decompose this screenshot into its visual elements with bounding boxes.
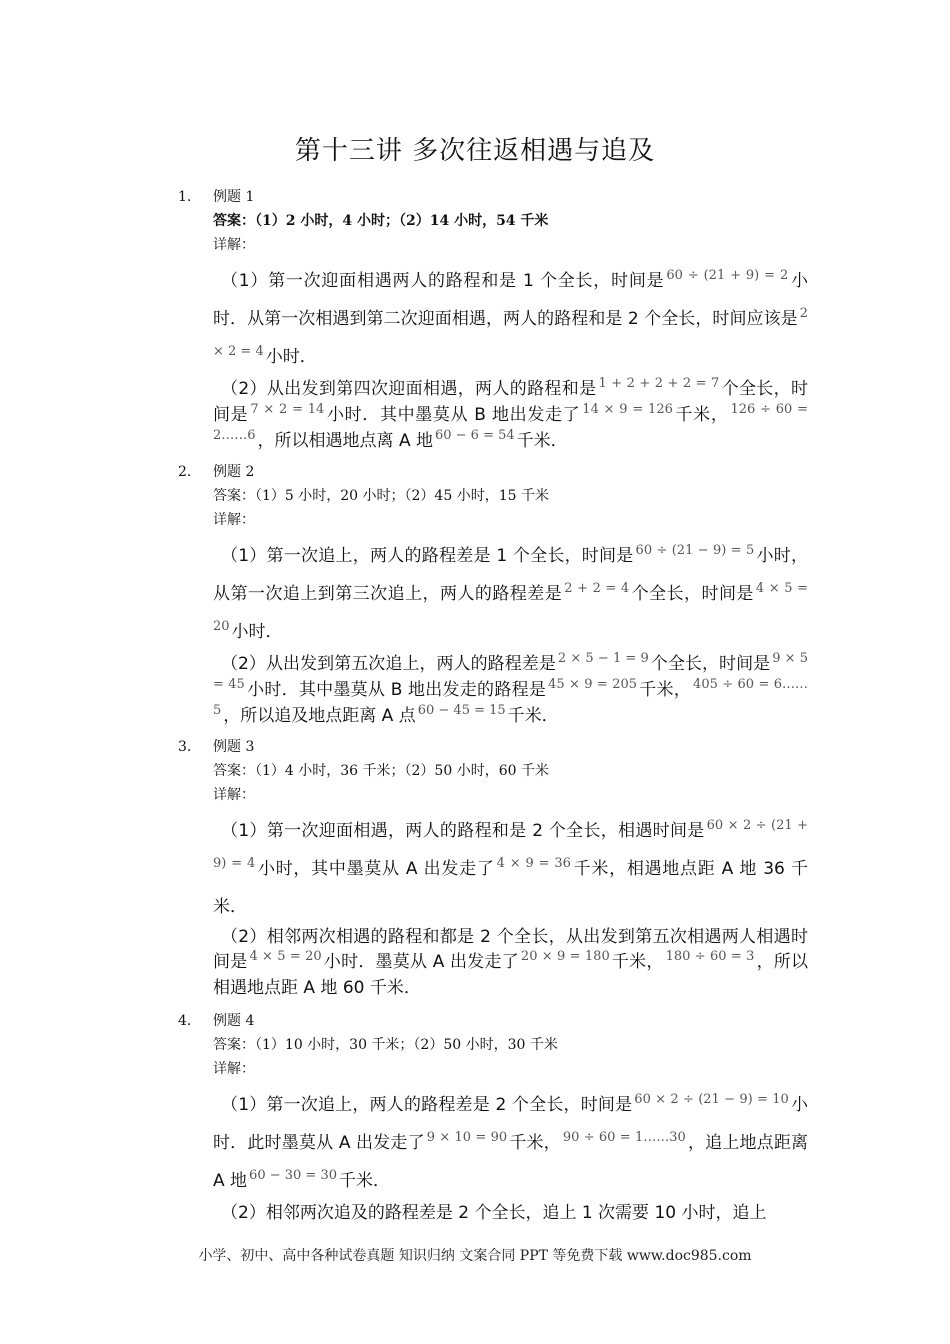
- formula: 2 × 5 − 1 = 9: [557, 651, 649, 666]
- formula: 4 × 5 = 20: [249, 949, 322, 964]
- problem-number: 2.: [178, 464, 192, 480]
- formula: 60 − 6 = 54: [434, 428, 515, 443]
- formula: 1 + 2 + 2 + 2 = 7: [598, 376, 720, 391]
- solution-body: [213, 538, 808, 730]
- formula: 60 − 45 = 15: [417, 703, 506, 718]
- formula: 2 + 2 = 4: [564, 581, 630, 596]
- formula: 4 × 5 = 20: [213, 581, 808, 634]
- detail-label: 详解：: [213, 237, 255, 253]
- detail-label: 详解：: [213, 787, 255, 803]
- formula: 60 ÷ (21 − 9) = 5: [635, 543, 755, 558]
- formula: 180 ÷ 60 = 3: [665, 949, 755, 964]
- formula: 9 × 10 = 90: [426, 1130, 508, 1145]
- solution-part-2: （2）相邻两次相遇的路程和都是 2 个全长，从出发到第五次相遇两人相遇时间是 $^{4 \times 5 = 20}$ 小时．墨莫从 A 出发走了 $^{20 \times 9 = 180}$ 千米， $^{180 \div 60 = 3}$ ，所以相遇地点距 A 地 60 千米．: [213, 927, 809, 998]
- solution-body: [213, 263, 808, 455]
- formula: 60 − 30 = 30: [249, 1168, 337, 1183]
- formula: 14 × 9 = 126: [582, 402, 673, 417]
- solution-part-2: （2）从出发到第四次迎面相遇，两人的路程和是 $^{1 + 2 + 2 + 2 = 7}$ 个全长，时间是 $^{7 \times 2 = 14}$ 小时．其中墨莫从 B 地出发走了 $^{14 \times 9 = 126}$ 千米， $^{126 \div 60 = 2\dots\dots 6}$ ，所以相遇地点离 A 地 $^{60 - 6 = 54}$ 千米．: [213, 376, 809, 451]
- solution-part-2: （2）从出发到第五次追上，两人的路程差是 $^{2 \times 5 - 1 = 9}$ 个全长，时间是 $^{9 \times 5 = 45}$ 小时．其中墨莫从 B 地出发走的路程是 $^{45 \times 9 = 205}$ 千米， $^{405 \div 60 = 6\dots\dots 5}$ ，所以追及地点距离 A 点 $^{60 - 45 = 15}$ 千米．: [213, 651, 808, 726]
- solution-part-1: （1）第一次迎面相遇两人的路程和是 1 个全长，时间是 $^{60 \div (21 + 9) = 2}$ 小时．从第一次相遇到第二次迎面相遇，两人的路程和是 2 个全长，时间应该是 $^{2 \times 2 = 4}$ 小时．: [213, 268, 808, 367]
- answer-line: 答案：（1）2 小时，4 小时；（2）14 小时，54 千米: [213, 213, 549, 229]
- problem-label: 例题 1: [213, 189, 255, 205]
- formula: 4 × 9 = 36: [496, 856, 571, 871]
- problem-label: 例题 2: [213, 464, 255, 480]
- answer-line: 答案：（1）4 小时，36 千米；（2）50 小时，60 千米: [213, 763, 549, 779]
- formula: 90 ÷ 60 = 1……30: [562, 1130, 686, 1145]
- solution-body: [213, 813, 808, 1001]
- page-footer: 小学、初中、高中各种试卷真题 知识归纳 文案合同 PPT 等免费下载 www.doc985.com: [198, 1248, 752, 1264]
- problem-number: 3.: [178, 739, 192, 755]
- detail-label: 详解：: [213, 1061, 255, 1077]
- solution-part-2: （2）相邻两次追及的路程差是 2 个全长，追上 1 次需要 10 小时，追上: [221, 1203, 767, 1223]
- solution-part-1: （1）第一次迎面相遇，两人的路程和是 2 个全长，相遇时间是 $^{60 \times 2 \div (21 + 9) = 4}$ 小时，其中墨莫从 A 出发走了 $^{4 \times 9 = 36}$ 千米，相遇地点距 A 地 36 千米．: [213, 818, 808, 917]
- formula: 2 × 2 = 4: [213, 306, 808, 359]
- detail-label: 详解：: [213, 512, 255, 528]
- formula: 9 × 5 = 45: [213, 651, 808, 692]
- formula: 45 × 9 = 205: [548, 677, 638, 692]
- formula: 20 × 9 = 180: [520, 949, 610, 964]
- page-title: 第十三讲 多次往返相遇与追及: [294, 136, 656, 166]
- problem-label: 例题 4: [213, 1013, 255, 1029]
- problem-label: 例题 3: [213, 739, 255, 755]
- problem-number: 1.: [178, 189, 192, 205]
- formula: 60 ÷ (21 + 9) = 2: [666, 268, 789, 283]
- formula: 60 × 2 ÷ (21 + 9) = 4: [213, 818, 808, 871]
- answer-line: 答案：（1）5 小时，20 小时；（2）45 小时，15 千米: [213, 488, 549, 504]
- formula: 7 × 2 = 14: [250, 402, 325, 417]
- formula: 60 × 2 ÷ (21 − 9) = 10: [634, 1092, 789, 1107]
- solution-part-1: （1）第一次追上，两人的路程差是 1 个全长，时间是 $^{60 \div (21 - 9) = 5}$ 小时，从第一次追上到第三次追上，两人的路程差是 $^{2 + 2 = 4}$ 个全长，时间是 $^{4 \times 5 = 20}$ 小时．: [213, 543, 808, 642]
- solution-part-1: （1）第一次追上，两人的路程差是 2 个全长，时间是 $^{60 \times 2 \div (21 - 9) = 10}$ 小时．此时墨莫从 A 出发走了 $^{9 \times 10 = 90}$ 千米， $^{90 \div 60 = 1\dots\dots 30}$ ，追上地点距离 A 地 $^{60 - 30 = 30}$ 千米．: [213, 1092, 809, 1191]
- answer-line: 答案：（1）10 小时，30 千米；（2）50 小时，30 千米: [213, 1037, 558, 1053]
- problem-number: 4.: [178, 1013, 192, 1029]
- solution-body: [213, 1087, 808, 1226]
- formula: 405 ÷ 60 = 6……5: [213, 677, 808, 718]
- formula: 126 ÷ 60 = 2……6: [213, 402, 808, 443]
